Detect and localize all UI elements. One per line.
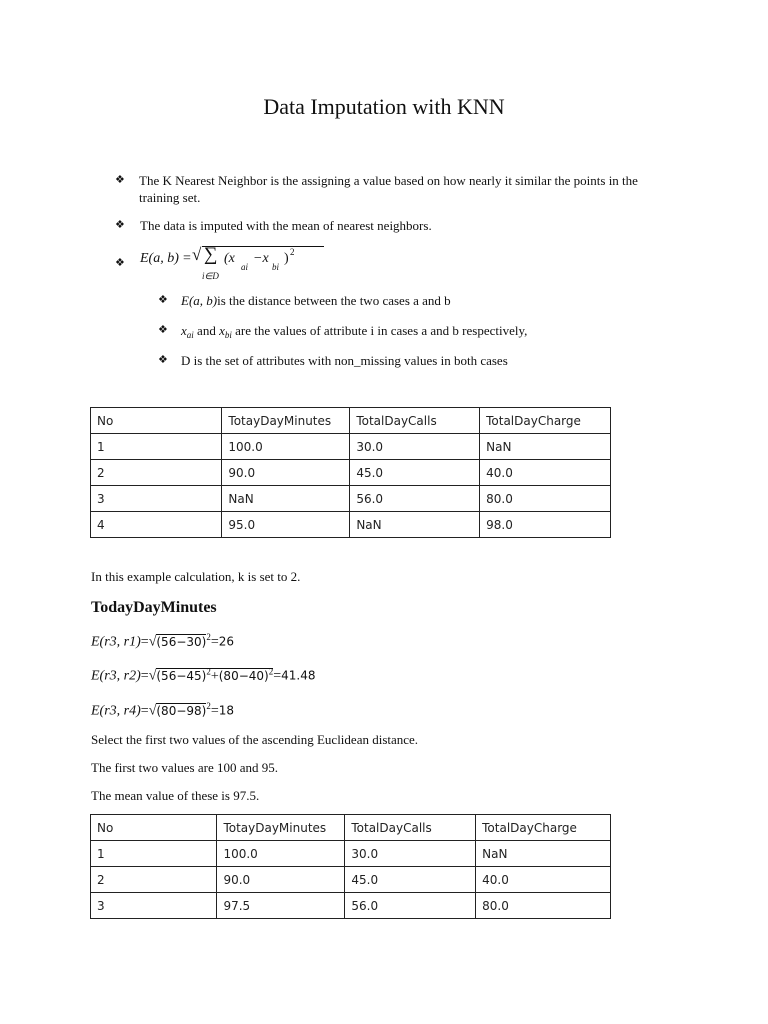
table-row xyxy=(91,486,611,512)
table-cell: 90.0 xyxy=(217,867,345,893)
table-row xyxy=(91,867,611,893)
table-header-cell: TotalDayCalls xyxy=(345,815,476,841)
bullet-text-line1: The K Nearest Neighbor is the assigning a value based on how nearly it similar the points in the xyxy=(139,173,638,188)
paragraph-first-values: The first two values are 100 and 95. xyxy=(91,760,279,775)
bullet-knn-definition xyxy=(115,172,675,208)
table-cell: 45.0 xyxy=(345,867,476,893)
diamond-bullet-icon: ❖ xyxy=(158,294,168,306)
table-cell: 2 xyxy=(91,867,217,893)
bullet-distance-formula: ❖ E(a, b) = √ ∑ i∈D (x ai −x bi ) 2 xyxy=(115,246,415,282)
diamond-bullet-icon: ❖ xyxy=(115,257,125,269)
sqrt-icon: √ xyxy=(192,245,202,264)
table-cell: NaN xyxy=(480,434,611,460)
subbullet-text: D is the set of attributes with non_missing values in both cases xyxy=(181,353,508,368)
bullet-text: The data is imputed with the mean of nearest neighbors. xyxy=(140,218,432,233)
equation-r3-r1: E(r3, $r1)=√(56-30)^2=26$ xyxy=(91,632,235,650)
page-title: Data Imputation with KNN xyxy=(263,94,505,119)
table-row xyxy=(91,460,611,486)
diamond-bullet-icon: ❖ xyxy=(158,354,168,366)
subbullet-distance-meaning xyxy=(158,292,578,309)
bullet-text-line2: training set. xyxy=(139,190,201,205)
sqrt-icon: √ xyxy=(148,634,157,650)
table-cell: 45.0 xyxy=(350,460,480,486)
table-cell: 100.0 xyxy=(217,841,345,867)
table-header-cell: TotalDayCharge xyxy=(476,815,611,841)
table-cell: 30.0 xyxy=(350,434,480,460)
diamond-bullet-icon: ❖ xyxy=(158,324,168,336)
table-header-cell: No xyxy=(91,408,222,434)
table-header-cell: No xyxy=(91,815,217,841)
table-row xyxy=(91,893,611,919)
table-cell: 80.0 xyxy=(480,486,611,512)
table-cell: 90.0 xyxy=(222,460,350,486)
paragraph-mean-value: The mean value of these is 97.5. xyxy=(91,788,260,803)
table-cell: 40.0 xyxy=(480,460,611,486)
table-header-row xyxy=(91,408,611,434)
table-header-row xyxy=(91,815,611,841)
table-cell: 98.0 xyxy=(480,512,611,538)
table-cell: 1 xyxy=(91,434,222,460)
table-row xyxy=(91,434,611,460)
subbullet-text: are the values of attribute i in cases a and b respectively, xyxy=(231,323,528,338)
table-cell: 80.0 xyxy=(476,893,611,919)
diamond-bullet-icon: ❖ xyxy=(115,219,125,231)
table-cell: 97.5 xyxy=(217,893,345,919)
table-cell: NaN xyxy=(350,512,480,538)
table-header-cell: TotayDayMinutes xyxy=(222,408,350,434)
table-cell: 3 xyxy=(91,486,222,512)
table-row xyxy=(91,512,611,538)
distance-symbol: E(a, b) xyxy=(181,293,218,308)
subbullet-text: is the distance between the two cases a and b xyxy=(217,293,451,308)
sqrt-icon: √ xyxy=(148,668,157,684)
equation-r3-r4: E(r3, $r4)=√(80-98)^2=18$ xyxy=(91,701,235,719)
table-cell: 4 xyxy=(91,512,222,538)
paragraph-k-value: In this example calculation, k is set to 2. xyxy=(91,569,301,584)
table-cell: 3 xyxy=(91,893,217,919)
table-header-cell: TotayDayMinutes xyxy=(217,815,345,841)
data-table-original xyxy=(90,407,611,538)
table-cell: NaN xyxy=(222,486,350,512)
bullet-imputation-mean xyxy=(115,217,675,234)
equation-r3-r2: E(r3, $r2)=√(56-45)^2+(80-40)^2=41.48$ xyxy=(91,666,316,684)
table-row xyxy=(91,841,611,867)
table-cell: 30.0 xyxy=(345,841,476,867)
table-cell: 56.0 xyxy=(345,893,476,919)
table-cell: 2 xyxy=(91,460,222,486)
table-cell: 1 xyxy=(91,841,217,867)
table-cell: NaN xyxy=(476,841,611,867)
subbullet-attribute-set xyxy=(158,352,578,369)
table-cell: 56.0 xyxy=(350,486,480,512)
paragraph-select-values: Select the first two values of the ascending Euclidean distance. xyxy=(91,732,419,747)
table-header-cell: TotalDayCalls xyxy=(350,408,480,434)
data-table-imputed xyxy=(90,814,611,919)
diamond-bullet-icon: ❖ xyxy=(115,174,125,186)
table-header-cell: TotalDayCharge xyxy=(480,408,611,434)
table-cell: 100.0 xyxy=(222,434,350,460)
table-cell: 95.0 xyxy=(222,512,350,538)
section-heading: TodayDayMinutes xyxy=(91,599,217,616)
sqrt-icon: √ xyxy=(148,703,157,719)
table-cell: 40.0 xyxy=(476,867,611,893)
subbullet-attribute-values: ❖ $x_{ai}$ and $x_{bi}$ are the values of attribute i in cases a and b respectively, xyxy=(158,323,528,340)
